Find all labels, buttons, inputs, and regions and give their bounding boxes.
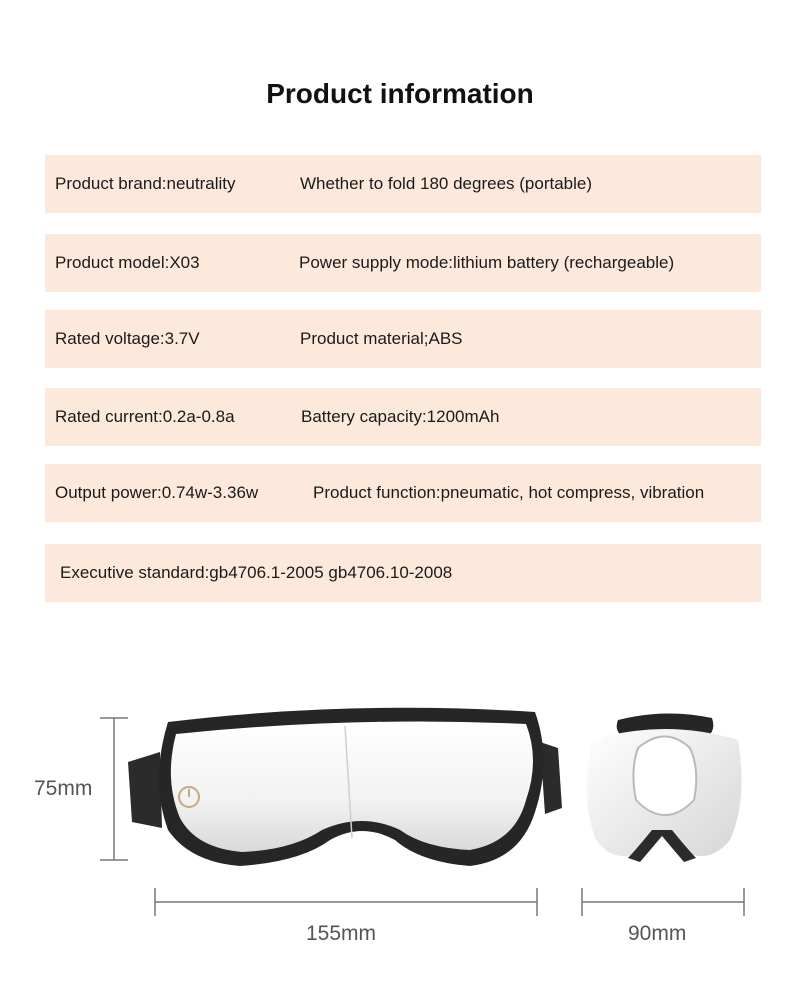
spec-function: Product function:pneumatic, hot compress, vibration: [313, 483, 705, 502]
height-dimension-line: [100, 718, 128, 860]
spec-material: Product material;ABS: [300, 329, 463, 348]
page-title: Product information: [266, 78, 534, 109]
spec-fold: Whether to fold 180 degrees (portable): [300, 174, 593, 193]
spec-power-supply: Power supply mode:lithium battery (rechargeable): [299, 253, 675, 272]
spec-standard: Executive standard:gb4706.1-2005 gb4706.10-2008: [60, 563, 453, 582]
spec-brand: Product brand:neutrality: [55, 174, 236, 193]
height-label: 75mm: [34, 777, 93, 800]
spec-battery: Battery capacity:1200mAh: [301, 407, 500, 426]
side-width-label: 90mm: [628, 922, 687, 945]
spec-model: Product model:X03: [55, 253, 200, 272]
width-dimension-line-side: [582, 888, 744, 916]
width-dimension-line-front: [155, 888, 537, 916]
spec-voltage: Rated voltage:3.7V: [55, 329, 200, 348]
spec-current: Rated current:0.2a-0.8a: [55, 407, 235, 426]
spec-output-power: Output power:0.74w-3.36w: [55, 483, 259, 502]
massager-front-view: [128, 708, 562, 866]
front-width-label: 155mm: [306, 922, 377, 945]
massager-side-view: [587, 713, 742, 862]
